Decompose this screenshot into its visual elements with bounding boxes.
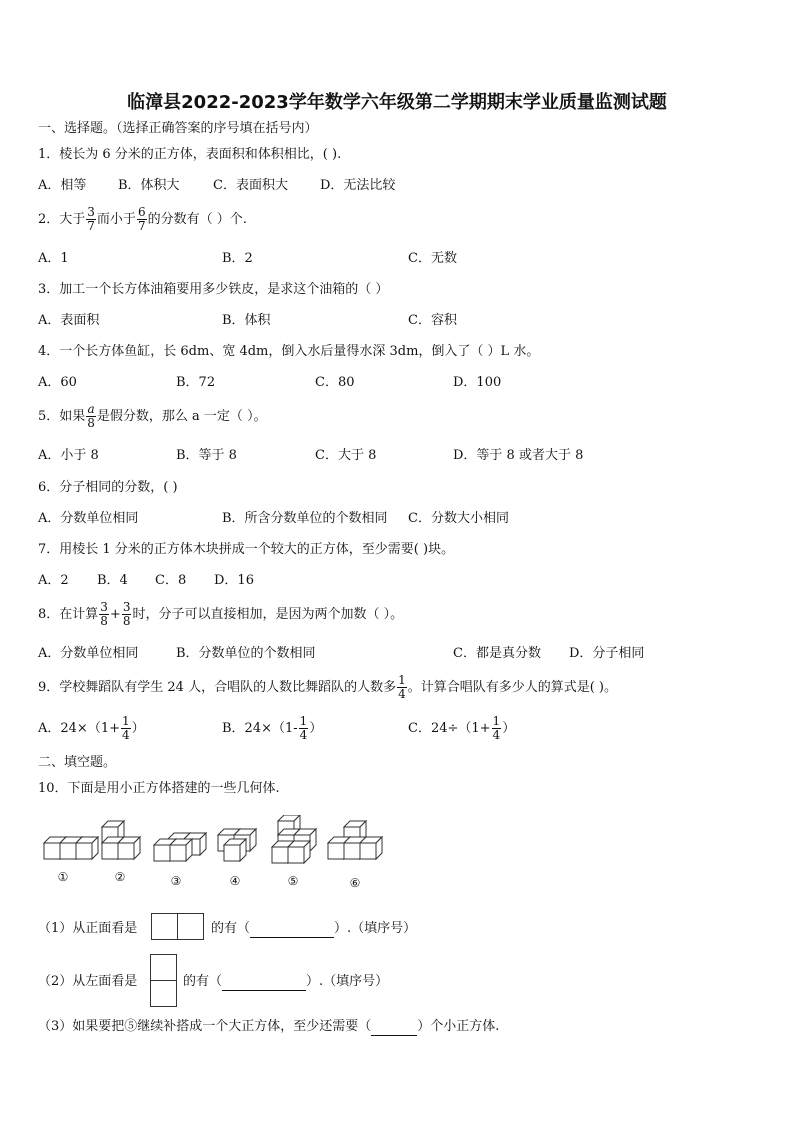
fraction-1-4: $\frac{1}{4}$ bbox=[398, 673, 406, 701]
q9-option-c-fraction: $\frac{1}{4}$ bbox=[492, 714, 501, 742]
question-8: 8．在计算 $\frac{3}{8}$ + $\frac{3}{8}$ 时，分子可以直接相加，是因为两个加数（ ）。 bbox=[38, 600, 404, 628]
q10-sub1-answer: 的有（ ）.（填序号） bbox=[211, 921, 417, 936]
q5-option-d: D．等于 8 或者大于 8 bbox=[453, 448, 584, 463]
cube-figure-5 bbox=[272, 815, 316, 863]
fraction-3-8-b: $\frac{3}{8}$ bbox=[122, 600, 131, 628]
q2-option-c: C．无数 bbox=[408, 251, 457, 266]
answer-blank-2[interactable] bbox=[222, 974, 306, 991]
q3-option-a: A．表面积 bbox=[38, 313, 100, 328]
q10-sub2-answer: 的有（ ）.（填序号） bbox=[183, 974, 389, 989]
q9-option-b-fraction: $\frac{1}{4}$ bbox=[299, 714, 308, 742]
cube-figure-1 bbox=[44, 837, 98, 859]
q3-option-c: C．容积 bbox=[408, 313, 457, 328]
answer-blank-1[interactable] bbox=[250, 921, 334, 938]
q9-option-a: A．24×（1+ $\frac{1}{4}$ ） bbox=[38, 714, 145, 742]
left-view-square-2 bbox=[150, 980, 177, 1007]
front-view-square-2 bbox=[177, 913, 204, 940]
q6-option-b: B．所含分数单位的个数相同 bbox=[222, 511, 388, 526]
question-7: 7．用棱长 1 分米的正方体木块拼成一个较大的正方体，至少需要( )块。 bbox=[38, 542, 455, 557]
q10-sub2-prefix: （2）从左面看是 bbox=[38, 974, 138, 989]
q10-sub1-prefix: （1）从正面看是 bbox=[38, 921, 138, 936]
cube-label-2: ② bbox=[114, 870, 126, 884]
q7-option-c: C．8 bbox=[155, 573, 187, 588]
q4-option-b: B．72 bbox=[176, 375, 216, 390]
fraction-6-7: $\frac{6}{7}$ bbox=[137, 205, 146, 233]
answer-blank-3[interactable] bbox=[371, 1019, 417, 1036]
q9-option-b: B．24×（1- $\frac{1}{4}$ ） bbox=[222, 714, 323, 742]
cube-label-1: ① bbox=[57, 870, 69, 884]
fraction-3-7: $\frac{3}{7}$ bbox=[87, 205, 95, 233]
q5-option-b: B．等于 8 bbox=[176, 448, 237, 463]
cube-label-6: ⑥ bbox=[349, 876, 361, 890]
cube-figure-6 bbox=[328, 821, 382, 859]
q9-option-c: C．24÷（1+ $\frac{1}{4}$ ） bbox=[408, 714, 516, 742]
q1-option-b: B．体积大 bbox=[118, 178, 180, 193]
q2-option-a: A．1 bbox=[38, 251, 69, 266]
question-3: 3．加工一个长方体油箱要用多少铁皮，是求这个油箱的（ ） bbox=[38, 282, 389, 297]
q4-option-a: A．60 bbox=[38, 375, 77, 390]
page-title: 临漳县2022-2023学年数学六年级第二学期期末学业质量监测试题 bbox=[127, 92, 667, 113]
cube-label-5: ⑤ bbox=[287, 874, 299, 888]
q1-option-c: C．表面积大 bbox=[213, 178, 288, 193]
front-view-square-1 bbox=[151, 913, 178, 940]
question-4: 4．一个长方体鱼缸，长 6dm、宽 4dm，倒入水后量得水深 3dm，倒入了（ ）L 水。 bbox=[38, 344, 540, 359]
section-choice-heading: 一、选择题。（选择正确答案的序号填在括号内） bbox=[38, 121, 318, 136]
q3-option-b: B．体积 bbox=[222, 313, 271, 328]
q8-option-c: C．都是真分数 bbox=[453, 646, 541, 661]
q8-option-d: D．分子相同 bbox=[569, 646, 645, 661]
q6-option-a: A．分数单位相同 bbox=[38, 511, 139, 526]
q7-option-b: B．4 bbox=[97, 573, 128, 588]
q9-option-a-fraction: $\frac{1}{4}$ bbox=[122, 714, 130, 742]
question-5: 5．如果 $\frac{a}{8}$ 是假分数，那么 a 一定（ ）。 bbox=[38, 402, 267, 430]
q5-option-c: C．大于 8 bbox=[315, 448, 377, 463]
question-2: 2．大于 $\frac{3}{7}$ 而小于 $\frac{6}{7}$ 的分数有（ ）个. bbox=[38, 205, 247, 233]
q8-option-a: A．分数单位相同 bbox=[38, 646, 139, 661]
question-10: 10．下面是用小正方体搭建的一些几何体. bbox=[38, 781, 280, 796]
q7-option-d: D．16 bbox=[214, 573, 254, 588]
q5-option-a: A．小于 8 bbox=[38, 448, 99, 463]
cube-figure-3 bbox=[154, 833, 206, 861]
cube-figure-2 bbox=[102, 821, 140, 859]
q8-option-b: B．分数单位的个数相同 bbox=[176, 646, 316, 661]
q1-option-a: A．相等 bbox=[38, 178, 87, 193]
fraction-3-8-a: $\frac{3}{8}$ bbox=[100, 600, 108, 628]
question-1: 1．棱长为 6 分米的正方体，表面积和体积相比，( ). bbox=[38, 147, 342, 162]
question-9: 9．学校舞蹈队有学生 24 人，合唱队的人数比舞蹈队的人数多 $\frac{1}{4}$ 。计算合唱队有多少人的算式是( )。 bbox=[38, 673, 617, 701]
left-view-square-1 bbox=[150, 954, 177, 981]
q4-option-c: C．80 bbox=[315, 375, 355, 390]
q10-sub3: （3）如果要把⑤继续补搭成一个大正方体，至少还需要（ ）个小正方体. bbox=[38, 1019, 500, 1034]
question-6: 6．分子相同的分数，( ) bbox=[38, 480, 178, 495]
q6-option-c: C．分数大小相同 bbox=[408, 511, 509, 526]
cube-figure-4 bbox=[218, 829, 256, 861]
cube-label-3: ③ bbox=[170, 874, 182, 888]
cube-label-4: ④ bbox=[229, 874, 241, 888]
q4-option-d: D．100 bbox=[453, 375, 502, 390]
q7-option-a: A．2 bbox=[38, 573, 69, 588]
fraction-a-8: $\frac{a}{8}$ bbox=[87, 402, 95, 430]
q1-option-d: D．无法比较 bbox=[320, 178, 396, 193]
q2-option-b: B．2 bbox=[222, 251, 253, 266]
section-fill-heading: 二、填空题。 bbox=[38, 755, 117, 770]
